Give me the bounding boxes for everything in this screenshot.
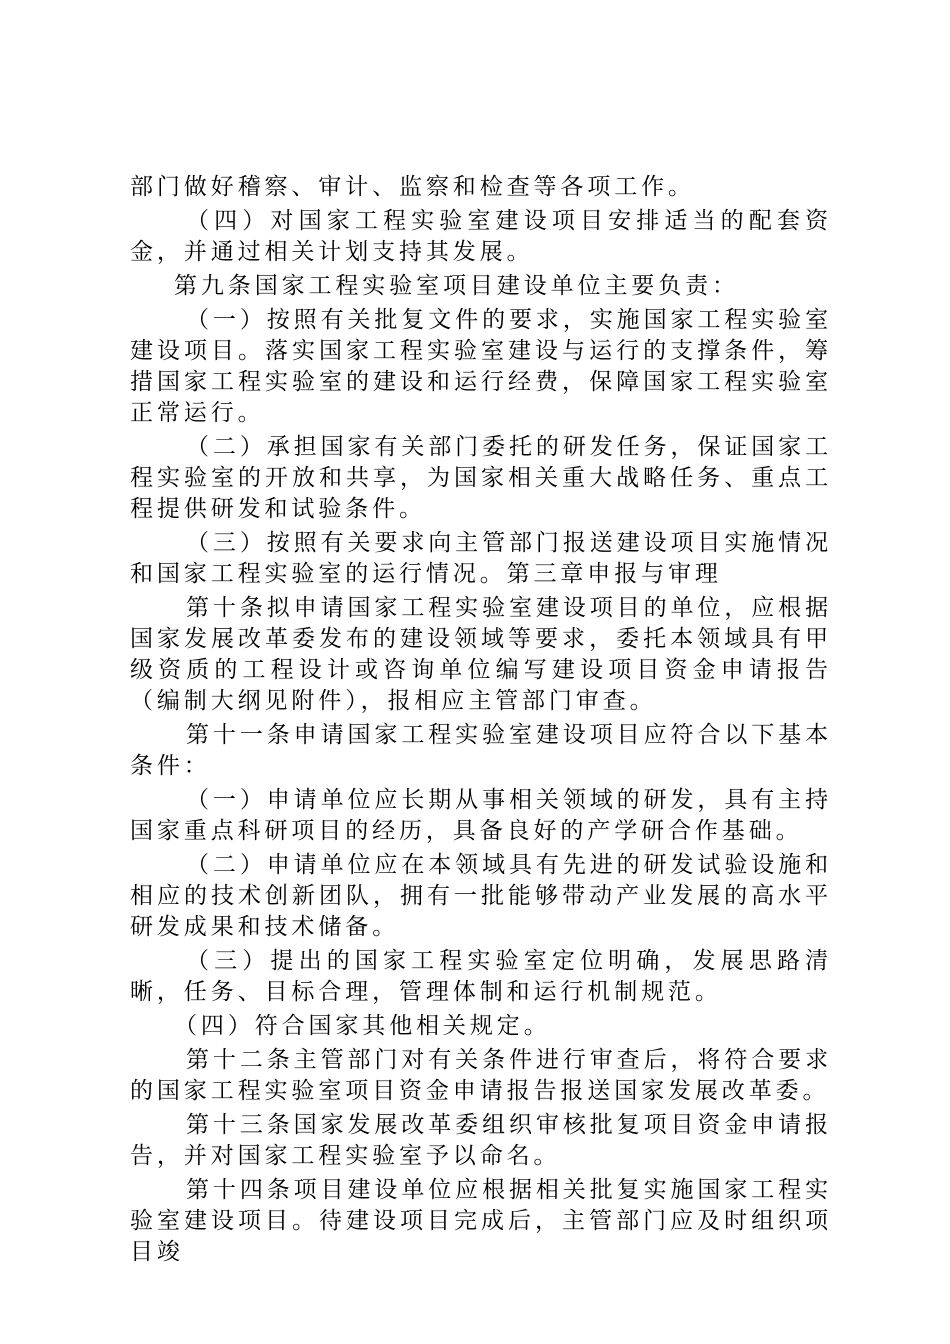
paragraph-10: （二）申请单位应在本领域具有先进的研发试验设施和相应的技术创新团队，拥有一批能够带动产业发展的高水平研发成果和技术储备。 xyxy=(130,852,832,940)
paragraph-7-article-10: 第十条拟申请国家工程实验室建设项目的单位，应根据国家发展改革委发布的建设领域等要求，委托本领域具有甲级资质的工程设计或咨询单位编写建设项目资金申请报告（编制大纲见附件），报相应主管部门审查。 xyxy=(130,595,832,714)
paragraph-5: （二）承担国家有关部门委托的研发任务，保证国家工程实验室的开放和共享，为国家相关重大战略任务、重点工程提供研发和试验条件。 xyxy=(130,434,832,522)
paragraph-1: 部门做好稽察、审计、监察和检查等各项工作。 xyxy=(130,174,695,200)
paragraph-12: （四）符合国家其他相关规定。 xyxy=(174,1013,551,1039)
document-page xyxy=(130,172,832,1271)
paragraph-15-article-14: 第十四条项目建设单位应根据相关批复实施国家工程实验室建设项目。待建设项目完成后，主管部门应及时组织项目竣 xyxy=(130,1177,832,1265)
paragraph-8-article-11: 第十一条申请国家工程实验室建设项目应符合以下基本条件： xyxy=(130,722,832,779)
paragraph-3-article-9: 第九条国家工程实验室项目建设单位主要负责： xyxy=(174,273,739,299)
paragraph-13-article-12: 第十二条主管部门对有关条件进行审查后，将符合要求的国家工程实验室项目资金申请报告报送国家发展改革委。 xyxy=(130,1047,832,1104)
paragraph-2: （四）对国家工程实验室建设项目安排适当的配套资金，并通过相关计划支持其发展。 xyxy=(130,208,832,265)
paragraph-9: （一）申请单位应长期从事相关领域的研发，具有主持国家重点科研项目的经历，具备良好的产学研合作基础。 xyxy=(130,787,832,844)
paragraph-11: （三）提出的国家工程实验室定位明确，发展思路清晰，任务、目标合理，管理体制和运行机制规范。 xyxy=(130,948,832,1005)
paragraph-6: （三）按照有关要求向主管部门报送建设项目实施情况和国家工程实验室的运行情况。第三章申报与审理 xyxy=(130,530,832,587)
paragraph-4: （一）按照有关批复文件的要求，实施国家工程实验室建设项目。落实国家工程实验室建设与运行的支撑条件，筹措国家工程实验室的建设和运行经费，保障国家工程实验室正常运行。 xyxy=(130,307,832,426)
paragraph-14-article-13: 第十三条国家发展改革委组织审核批复项目资金申请报告，并对国家工程实验室予以命名。 xyxy=(130,1112,832,1169)
